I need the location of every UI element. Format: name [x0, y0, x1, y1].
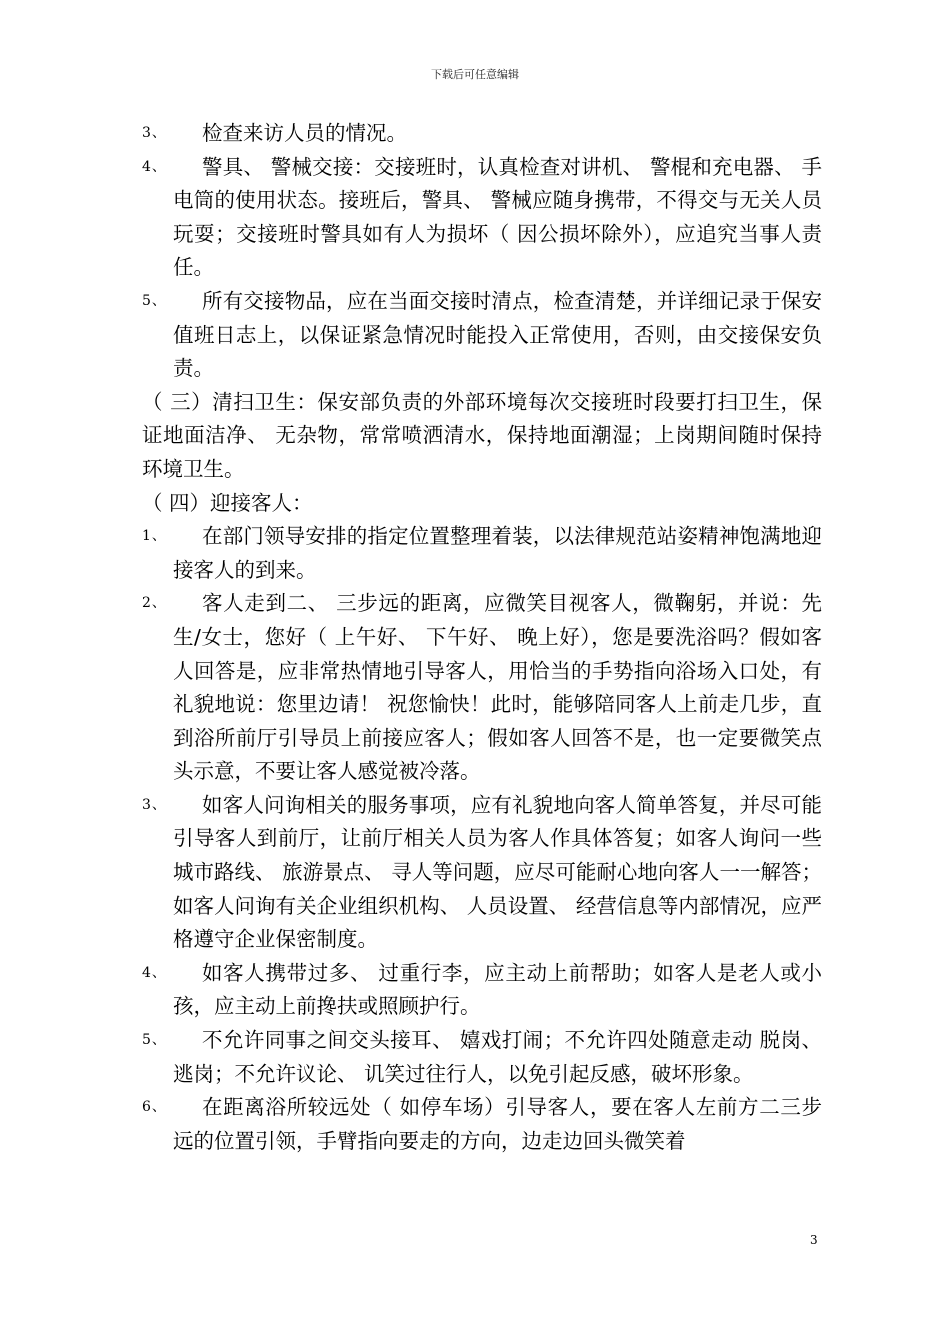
list-item-text: 不允许同事之间交头接耳、 嬉戏打闹；不允许四处随意走动 脱岗、 逃岗；不允许议论、 讥笑过往行人，以免引起反感，破坏形象。 — [173, 1028, 823, 1086]
list-item-text: 检查来访人员的情况。 — [202, 121, 407, 145]
list-item — [142, 587, 822, 789]
list-item — [142, 117, 822, 151]
list-item-text: 客人走到二、 三步远的距离，应微笑目视客人，微鞠躬，并说：先生/女士，您好（ 上午好、 下午好、 晚上好），您是要洗浴吗？假如客人回答是，应非常热情地引导客人，用恰当的手势指向浴场入口处，有礼貌地说：您里边请！ 祝您愉快！此时，能够陪同客人上前走几步，直到浴所前厅引导员上前接应客人；假如客人回答不是，也一定要微笑点头示意，不要让客人感觉被冷落。 — [173, 591, 823, 784]
section-paragraph: （ 三）清扫卫生：保安部负责的外部环境每次交接班时段要打扫卫生，保证地面洁净、 无杂物，常常喷洒清水，保持地面潮湿；上岗期间随时保持环境卫生。 — [142, 389, 822, 481]
document-body — [142, 117, 822, 1158]
list-item-text: 在部门领导安排的指定位置整理着装，以法律规范站姿精神饱满地迎接客人的到来。 — [173, 524, 823, 582]
list-number: 3、 — [142, 125, 167, 141]
list-item-text: 如客人携带过多、 过重行李，应主动上前帮助；如客人是老人或小孩，应主动上前搀扶或照顾护行。 — [173, 960, 823, 1019]
list-item-text: 在距离浴所较远处（ 如停车场）引导客人，要在客人左前方二三步远的位置引领，手臂指向要走的方向，边走边回头微笑着 — [173, 1095, 823, 1153]
list-item — [142, 1091, 822, 1158]
list-number: 3、 — [142, 796, 167, 813]
page-header: 下载后可任意编辑 — [431, 68, 519, 81]
list-item — [142, 957, 822, 1024]
list-item-text: 所有交接物品，应在当面交接时清点，检查清楚，并详细记录于保安值班日志上，以保证紧急情况时能投入正常使用，否则，由交接保安负责。 — [173, 288, 823, 381]
list-number: 5、 — [142, 292, 167, 309]
list-item — [142, 151, 822, 285]
list-item — [142, 789, 822, 957]
list-number: 5、 — [142, 1032, 167, 1049]
list-item — [142, 285, 822, 386]
list-number: 2、 — [142, 595, 167, 612]
page-number: 3 — [810, 1233, 818, 1247]
list-item — [142, 1024, 822, 1091]
list-number: 4、 — [142, 158, 167, 175]
section-heading: （ 四）迎接客人： — [142, 490, 313, 515]
list-item-text: 警具、 警械交接：交接班时，认真检查对讲机、 警棍和充电器、 手电筒的使用状态。接班后，警具、 警械应随身携带，不得交与无关人员玩耍；交接班时警具如有人为损坏（ 因公损坏除外），应追究当事人责任。 — [173, 154, 822, 280]
list-number: 1、 — [142, 528, 167, 545]
list-number: 6、 — [142, 1099, 167, 1116]
list-number: 4、 — [142, 964, 167, 981]
list-item — [142, 520, 822, 587]
list-item-text: 如客人问询相关的服务事项，应有礼貌地向客人简单答复，并尽可能引导客人到前厅，让前厅相关人员为客人作具体答复；如客人询问一些城市路线、 旅游景点、 寻人等问题，应尽可能耐心地向客人一一解答；如客人问询有关企业组织机构、 人员设置、 经营信息等内部情况，应严格遵守企业保密制度。 — [173, 792, 823, 952]
